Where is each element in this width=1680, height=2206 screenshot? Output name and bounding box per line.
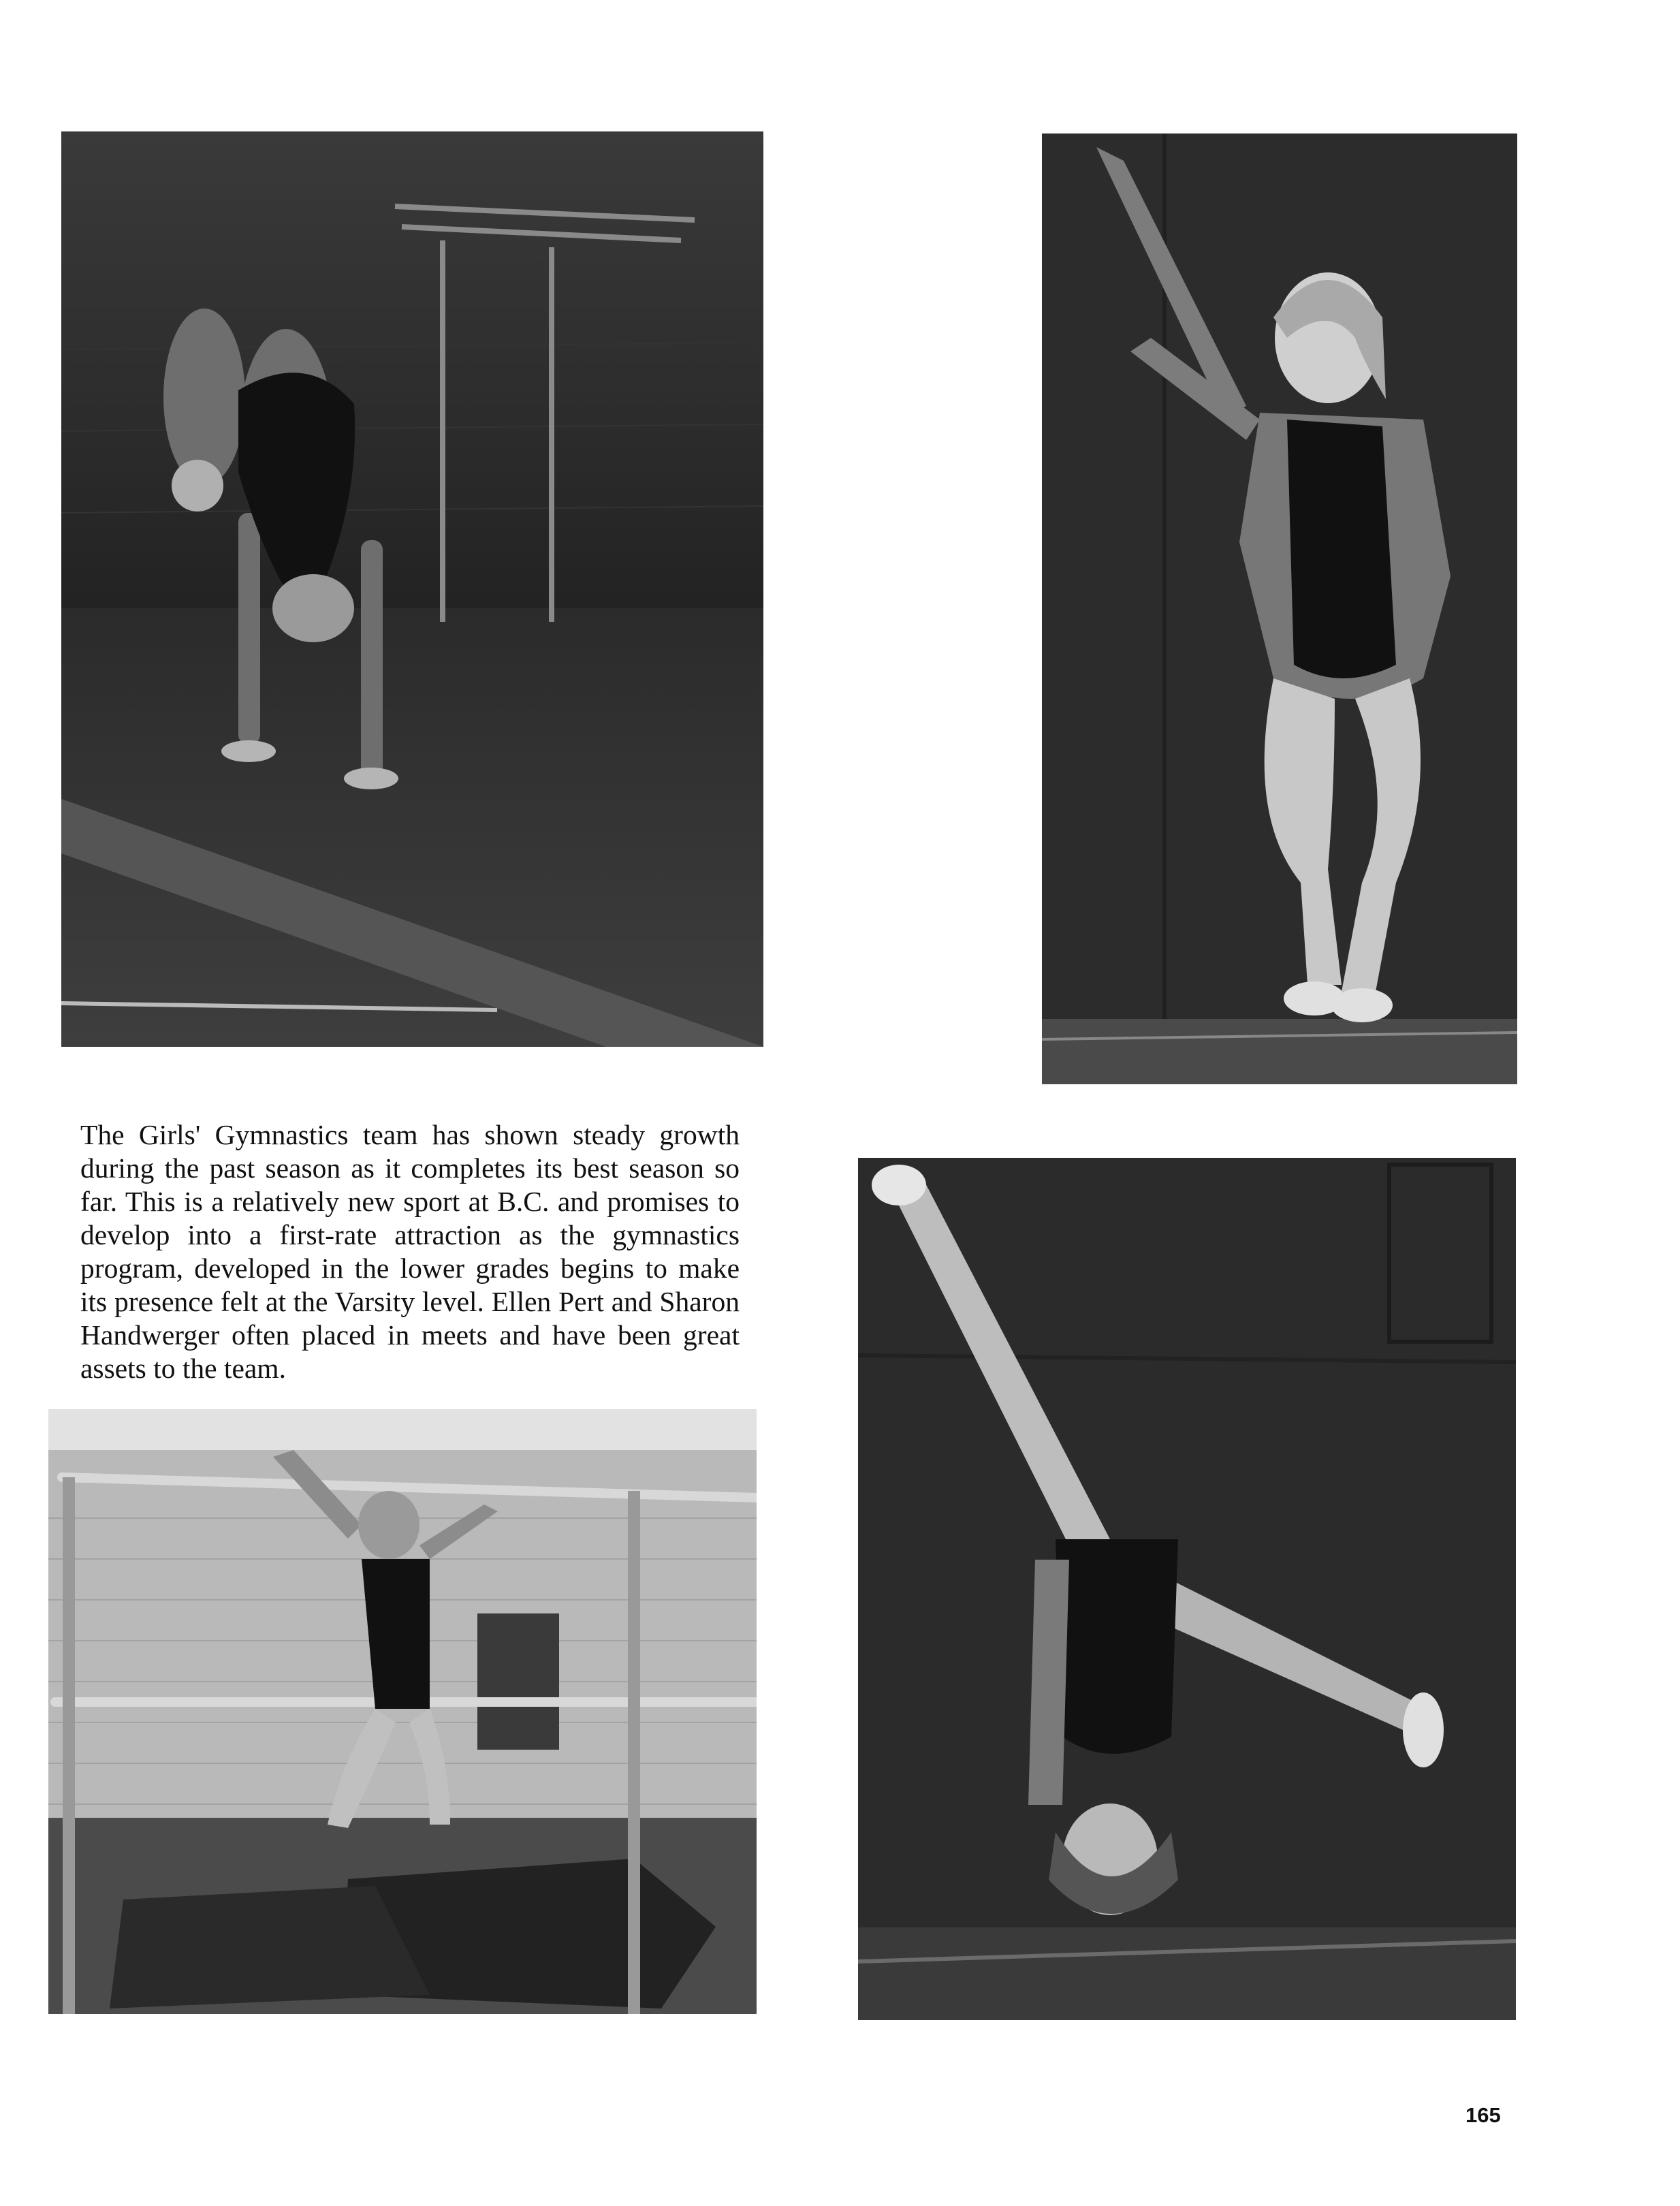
caption-text: The Girls' Gymnastics team has shown steady growth during the past season as it completes its best season so far. This is a relatively new sport at B.C. and promises to develop into a first-rate attraction as the gymnastics program, developed in the lower grades begins to make its presence felt at the Varsity level. Ellen Pert and Sharon Handwerger often placed in meets and have been great assets to the team.: [80, 1118, 740, 1384]
page-number: 165: [1465, 2103, 1501, 2127]
photo-gymnast-pose: [1042, 133, 1517, 1084]
photo-gymnast-parallel-bars: [48, 1409, 757, 2014]
photo-gymnast-walkover-image: [61, 131, 763, 1047]
photo-gymnast-walkover: [61, 131, 763, 1047]
photo-gymnast-pose-image: [1042, 133, 1517, 1084]
photo-gymnast-cartwheel: [858, 1158, 1516, 2020]
photo-gymnast-parallel-bars-image: [48, 1409, 757, 2014]
photo-gymnast-cartwheel-image: [858, 1158, 1516, 2020]
